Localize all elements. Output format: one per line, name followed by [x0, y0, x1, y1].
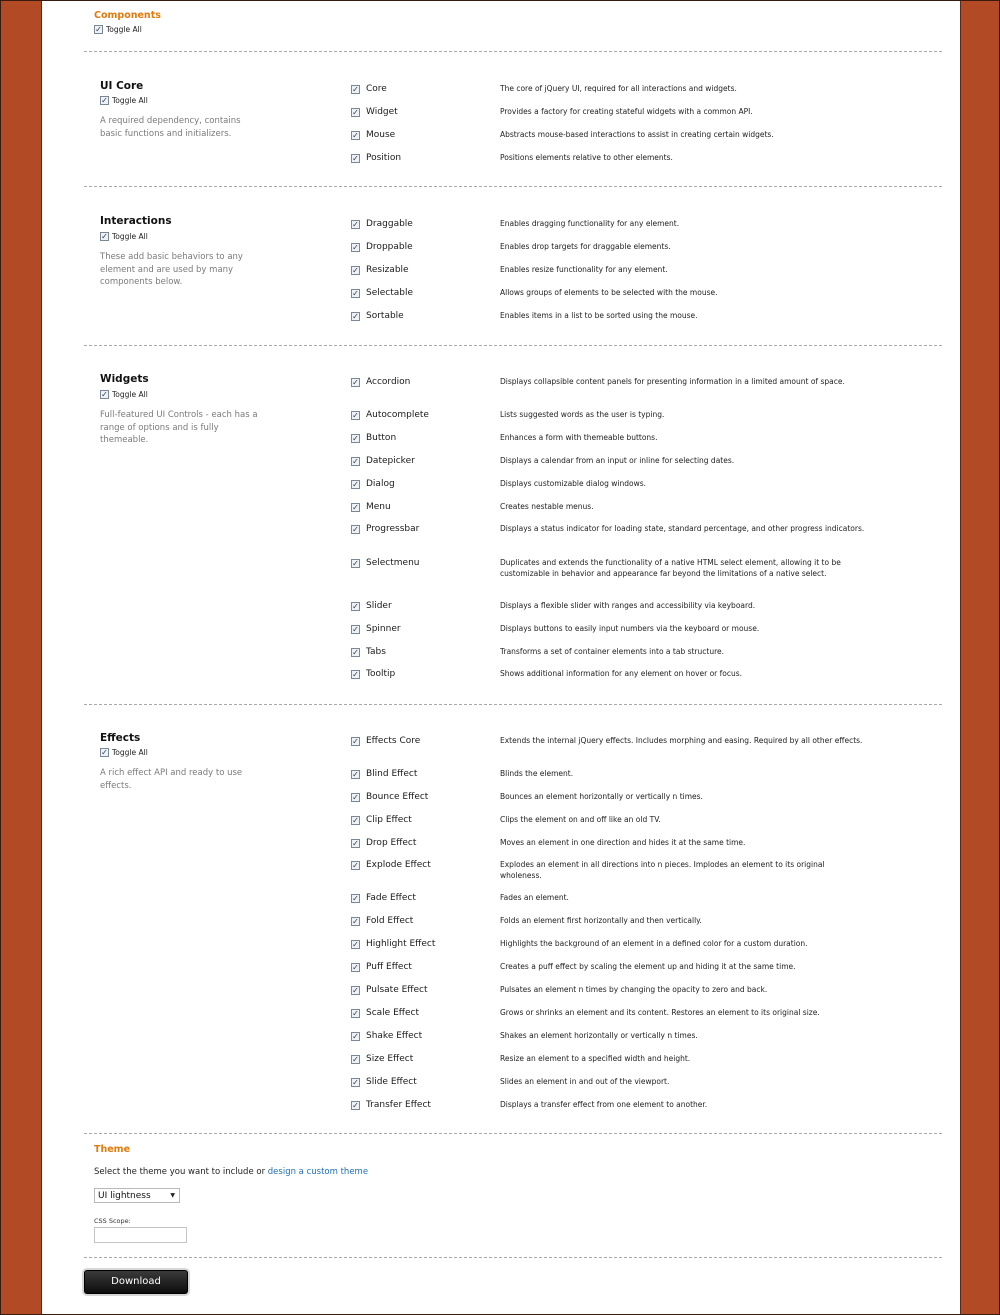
component-name[interactable]: Selectable: [366, 288, 414, 298]
group-description: A required dependency, contains basic functions and initializers.: [100, 116, 241, 139]
component-description: Duplicates and extends the functionality of a native HTML select element, allowing it to be customizable in behavior and appearance far beyond the limitations of a native select.: [500, 558, 841, 578]
group-description: A rich effect API and ready to use effects.: [100, 768, 243, 791]
component-name[interactable]: Clip Effect: [366, 815, 412, 825]
component-name[interactable]: Fold Effect: [366, 916, 414, 926]
toggle-all-ui-core[interactable]: [100, 96, 148, 105]
component-description: Enables items in a list to be sorted using the mouse.: [500, 311, 698, 320]
component-checkbox[interactable]: ✓: [352, 647, 359, 657]
component-checkbox[interactable]: ✓: [352, 1008, 359, 1018]
component-checkbox[interactable]: ✓: [352, 939, 359, 949]
divider: [84, 186, 942, 187]
component-description: Creates a puff effect by scaling the element up and hiding it at the same time.: [500, 962, 796, 971]
theme-heading: Theme: [94, 1144, 131, 1155]
component-checkbox[interactable]: ✓: [352, 962, 359, 972]
toggle-all-effects[interactable]: [100, 748, 148, 757]
component-description: Displays a transfer effect from one element to another.: [500, 1100, 708, 1109]
component-description: Slides an element in and out of the viewport.: [500, 1077, 670, 1086]
component-name[interactable]: Tabs: [366, 647, 386, 657]
component-name[interactable]: Progressbar: [366, 524, 420, 534]
group-title: UI Core: [100, 80, 144, 92]
theme-prompt: [94, 1167, 368, 1177]
component-name[interactable]: Effects Core: [366, 736, 421, 746]
component-checkbox[interactable]: ✓: [352, 558, 359, 568]
divider: [84, 345, 942, 346]
component-checkbox[interactable]: ✓: [352, 1054, 359, 1064]
divider: [84, 704, 942, 705]
component-name[interactable]: Explode Effect: [366, 860, 431, 870]
component-checkbox[interactable]: ✓: [352, 624, 359, 634]
component-checkbox[interactable]: ✓: [352, 1077, 359, 1087]
component-description: Displays buttons to easily input numbers via the keyboard or mouse.: [500, 624, 760, 633]
group-title: Effects: [100, 732, 141, 744]
checkbox[interactable]: ✓: [95, 24, 102, 34]
component-checkbox[interactable]: ✓: [352, 838, 359, 848]
component-checkbox[interactable]: ✓: [352, 524, 359, 534]
component-name[interactable]: Resizable: [366, 265, 409, 275]
checkbox[interactable]: ✓: [101, 231, 108, 241]
component-description: Creates nestable menus.: [500, 502, 594, 511]
component-name[interactable]: Pulsate Effect: [366, 985, 428, 995]
component-checkbox[interactable]: ✓: [352, 130, 359, 140]
component-description: Clips the element on and off like an old TV.: [500, 815, 661, 824]
component-description: Lists suggested words as the user is typing.: [500, 410, 665, 419]
component-name[interactable]: Size Effect: [366, 1054, 414, 1064]
component-description: Extends the internal jQuery effects. Includes morphing and easing. Required by all other effects.: [500, 736, 863, 745]
theme-selected-value: UI lightness: [98, 1191, 151, 1201]
chevron-down-icon: ▼: [170, 1192, 175, 1199]
component-description: Blinds the element.: [500, 769, 574, 778]
group-title: Widgets: [100, 373, 149, 385]
component-checkbox[interactable]: ✓: [352, 433, 359, 443]
component-checkbox[interactable]: ✓: [352, 769, 359, 779]
component-description: Explodes an element in all directions into n pieces. Implodes an element to its original wholeness.: [500, 860, 825, 880]
component-name[interactable]: Puff Effect: [366, 962, 412, 972]
component-name[interactable]: Shake Effect: [366, 1031, 423, 1041]
component-description: Fades an element.: [500, 893, 569, 902]
checkbox[interactable]: ✓: [101, 95, 108, 105]
component-checkbox[interactable]: ✓: [352, 479, 359, 489]
toggle-all-label: Toggle All: [112, 390, 148, 399]
component-name[interactable]: Button: [366, 433, 397, 443]
component-description: The core of jQuery UI, required for all interactions and widgets.: [500, 84, 737, 93]
component-checkbox[interactable]: ✓: [352, 792, 359, 802]
component-description: Displays a calendar from an input or inline for selecting dates.: [500, 456, 735, 465]
component-checkbox[interactable]: ✓: [352, 601, 359, 611]
components-heading: Components: [94, 10, 161, 21]
component-name[interactable]: Transfer Effect: [366, 1100, 431, 1110]
component-description: Shakes an element horizontally or vertically n times.: [500, 1031, 698, 1040]
component-checkbox[interactable]: ✓: [352, 860, 359, 870]
toggle-all-interactions[interactable]: [100, 232, 148, 241]
component-name[interactable]: Droppable: [366, 242, 413, 252]
component-description: Positions elements relative to other elements.: [500, 153, 673, 162]
component-description: Displays a flexible slider with ranges and accessibility via keyboard.: [500, 601, 756, 610]
component-checkbox[interactable]: ✓: [352, 985, 359, 995]
components-toggle-all[interactable]: [94, 25, 142, 34]
divider: [84, 1133, 942, 1134]
divider: [84, 1257, 942, 1258]
component-name[interactable]: Datepicker: [366, 456, 415, 466]
component-checkbox[interactable]: ✓: [352, 410, 359, 420]
download-button[interactable]: Download: [84, 1270, 188, 1294]
component-name[interactable]: Drop Effect: [366, 838, 417, 848]
component-checkbox[interactable]: ✓: [352, 153, 359, 163]
css-scope-label: CSS Scope:: [94, 1217, 131, 1225]
component-description: Transforms a set of container elements into a tab structure.: [500, 647, 725, 656]
checkbox[interactable]: ✓: [101, 747, 108, 757]
component-description: Bounces an element horizontally or vertically n times.: [500, 792, 703, 801]
component-checkbox[interactable]: ✓: [352, 815, 359, 825]
component-description: Pulsates an element n times by changing the opacity to zero and back.: [500, 985, 768, 994]
component-description: Enables drop targets for draggable elements.: [500, 242, 671, 251]
component-checkbox[interactable]: ✓: [352, 502, 359, 512]
component-description: Enables dragging functionality for any element.: [500, 219, 680, 228]
component-description: Highlights the background of an element in a defined color for a custom duration.: [500, 939, 808, 948]
component-checkbox[interactable]: ✓: [352, 219, 359, 229]
component-name[interactable]: Accordion: [366, 377, 411, 387]
component-checkbox[interactable]: ✓: [352, 456, 359, 466]
group-title: Interactions: [100, 215, 172, 227]
component-checkbox[interactable]: ✓: [352, 916, 359, 926]
component-name[interactable]: Fade Effect: [366, 893, 416, 903]
group-description: These add basic behaviors to any element and are used by many components below.: [100, 252, 243, 287]
component-description: Provides a factory for creating stateful widgets with a common API.: [500, 107, 753, 116]
component-name[interactable]: Slide Effect: [366, 1077, 417, 1087]
component-checkbox[interactable]: ✓: [352, 736, 359, 746]
component-name[interactable]: Dialog: [366, 479, 395, 489]
group-description: Full-featured UI Controls - each has a range of options and is fully themeable.: [100, 410, 258, 445]
component-name[interactable]: Draggable: [366, 219, 413, 229]
divider: [84, 51, 942, 52]
component-checkbox[interactable]: ✓: [352, 1100, 359, 1110]
component-description: Abstracts mouse-based interactions to assist in creating certain widgets.: [500, 130, 774, 139]
component-checkbox[interactable]: ✓: [352, 84, 359, 94]
component-name[interactable]: Menu: [366, 502, 391, 512]
component-name[interactable]: Tooltip: [366, 669, 396, 679]
component-checkbox[interactable]: ✓: [352, 288, 359, 298]
download-builder-page: [41, 0, 961, 1315]
design-custom-theme-link[interactable]: design a custom theme: [267, 1167, 369, 1177]
css-scope-input[interactable]: [94, 1227, 187, 1243]
toggle-all-label: Toggle All: [112, 232, 148, 241]
theme-select[interactable]: [94, 1188, 180, 1203]
component-description: Displays customizable dialog windows.: [500, 479, 647, 488]
component-name[interactable]: Sortable: [366, 311, 404, 321]
component-checkbox[interactable]: ✓: [352, 265, 359, 275]
toggle-all-widgets[interactable]: [100, 390, 148, 399]
toggle-all-label: Toggle All: [112, 748, 148, 757]
component-description: Enhances a form with themeable buttons.: [500, 433, 658, 442]
component-name[interactable]: Widget: [366, 107, 398, 117]
component-name[interactable]: Highlight Effect: [366, 939, 436, 949]
component-name[interactable]: Scale Effect: [366, 1008, 419, 1018]
component-name[interactable]: Autocomplete: [366, 410, 429, 420]
component-description: Displays collapsible content panels for presenting information in a limited amount of space.: [500, 377, 845, 386]
component-description: Resize an element to a specified width and height.: [500, 1054, 691, 1063]
component-description: Shows additional information for any element on hover or focus.: [500, 669, 743, 678]
component-name[interactable]: Spinner: [366, 624, 401, 634]
component-checkbox[interactable]: ✓: [352, 311, 359, 321]
component-name[interactable]: Position: [366, 153, 402, 163]
component-description: Grows or shrinks an element and its content. Restores an element to its original size.: [500, 1008, 820, 1017]
component-name[interactable]: Selectmenu: [366, 558, 420, 568]
component-description: Moves an element in one direction and hides it at the same time.: [500, 838, 746, 847]
component-name[interactable]: Slider: [366, 601, 392, 611]
component-checkbox[interactable]: ✓: [352, 377, 359, 387]
component-name[interactable]: Blind Effect: [366, 769, 418, 779]
component-description: Folds an element first horizontally and then vertically.: [500, 916, 702, 925]
component-checkbox[interactable]: ✓: [352, 1031, 359, 1041]
component-description: Displays a status indicator for loading state, standard percentage, and other progress indicators.: [500, 524, 865, 533]
toggle-all-label: Toggle All: [106, 25, 142, 34]
component-name[interactable]: Bounce Effect: [366, 792, 429, 802]
component-checkbox[interactable]: ✓: [352, 669, 359, 679]
toggle-all-label: Toggle All: [112, 96, 148, 105]
component-checkbox[interactable]: ✓: [352, 893, 359, 903]
component-checkbox[interactable]: ✓: [352, 107, 359, 117]
checkbox[interactable]: ✓: [101, 389, 108, 399]
component-name[interactable]: Core: [366, 84, 387, 94]
component-name[interactable]: Mouse: [366, 130, 396, 140]
component-checkbox[interactable]: ✓: [352, 242, 359, 252]
component-description: Allows groups of elements to be selected with the mouse.: [500, 288, 718, 297]
theme-prompt-text: Select the theme you want to include or: [94, 1167, 268, 1177]
component-description: Enables resize functionality for any element.: [500, 265, 668, 274]
